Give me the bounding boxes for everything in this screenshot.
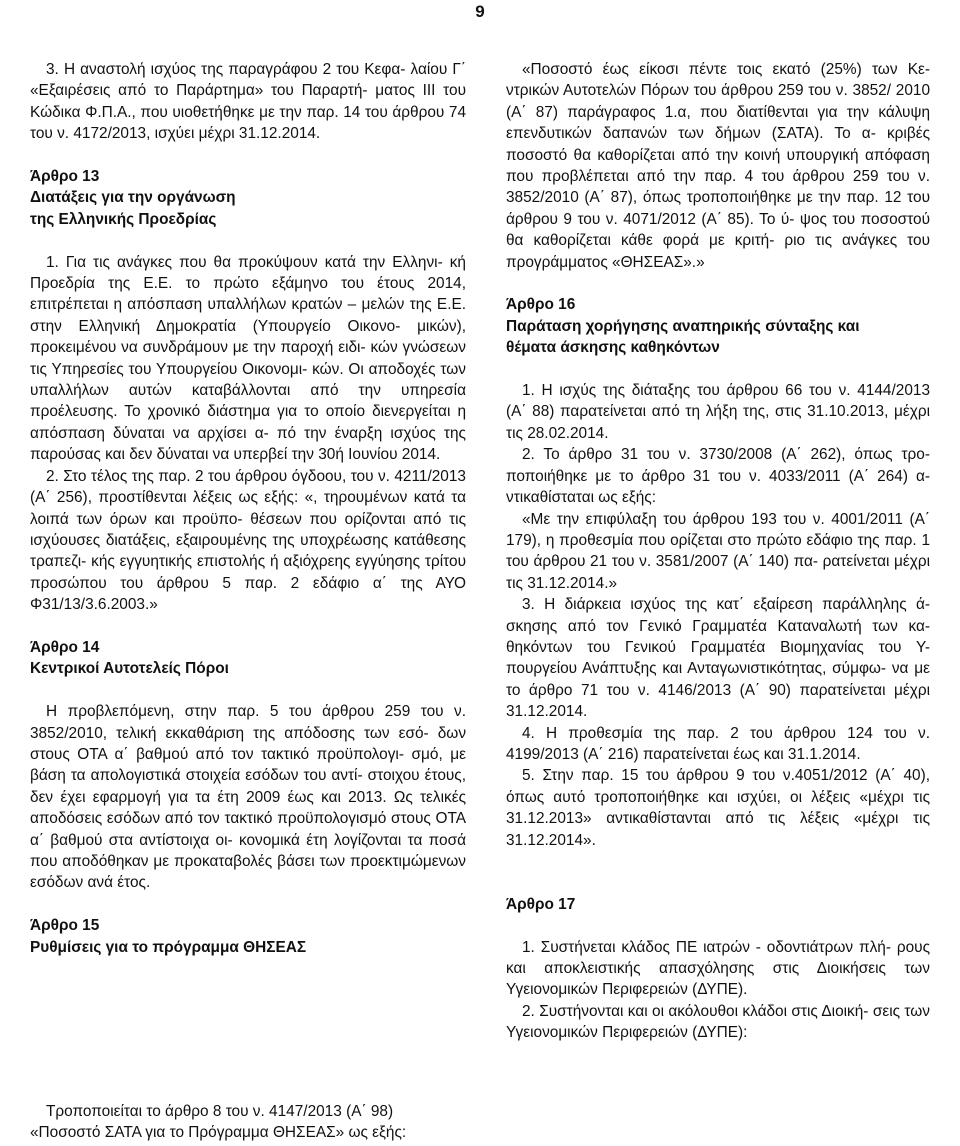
article-15-title: Άρθρο 15 <box>30 917 100 935</box>
article-16-paragraph-3: 3. Η διάρκεια ισχύος της κατ΄ εξαίρεση παράλληλης ά- σκησης από τον Γενικό Γραμματέα Καταναλωτή των κα- θηκόντων του Γενικού Γραμματέα Βιομηχανίας του Υ- πουργείου Ανάπτυξης και Ανταγωνιστικότητας, σύμφω- να με το άρθρο 71 του ν. 4146/2013 (Α΄ 90) παρατείνεται μέχρι 31.12.2014. <box>506 596 930 721</box>
article-16-paragraph-4: 4. Η προθεσμία της παρ. 2 του άρθρου 124 του ν. 4199/2013 (Α΄ 216) παρατείνεται έως και 31.1.2014. <box>506 724 931 763</box>
spacer <box>30 230 466 251</box>
article-16-paragraph-1: 1. Η ισχύς της διάταξης του άρθρου 66 του ν. 4144/2013 (Α΄ 88) παρατείνεται από τη λήξη της, στις 31.10.2013, μέχρι τις 28.02.2014. <box>506 382 931 442</box>
article-16-subtitle-2: θέματα άσκησης καθηκόντων <box>506 339 720 357</box>
article-14-title: Άρθρο 14 <box>30 638 100 656</box>
article-17-paragraph-2: 2. Συστήνονται και οι ακόλουθοι κλάδοι στις Διοική- σεις των Υγειονομικών Περιφερειών (ΔΥΠΕ): <box>506 1002 930 1042</box>
article-14-subtitle: Κεντρικοί Αυτοτελείς Πόροι <box>30 660 229 678</box>
article-13-paragraph-2: 2. Στο τέλος της παρ. 2 του άρθρου όγδοου, του ν. 4211/2013 (Α΄ 256), προστίθενται λέξεις ως εξής: «, τηρουμένων κατά τα λοιπά των όρων και προϋπο- θέσεων που ορίζονται από τις ισχύουσες διατάξεις, εξαιρουμένης της υποχρέωσης κατάθεσης τραπεζι- κής εγγυητικής επιστολής ή αξιόχρεης εγγύησης τρίτου προσώπου του άρθρου 5 παρ. 2 εδάφιο α΄ της ΑΥΟ Φ31/13/3.6.2003.» <box>30 467 467 614</box>
page-number: 9 <box>475 2 485 21</box>
article-16-subtitle-1: Παράταση χορήγησης αναπηρικής σύνταξης και <box>506 317 860 335</box>
article-17-title: Άρθρο 17 <box>506 895 576 913</box>
article-15-body <box>30 1101 930 1144</box>
article-14-paragraph: Η προβλεπόμενη, στην παρ. 5 του άρθρου 259 του ν. 3852/2010, τελική εκκαθάριση της απόδοσης των εσό- δων στους ΟΤΑ α΄ βαθμού από τον τακτικό προϋπολογι- σμό, με βάση τα απολογιστικά στοιχεία εσόδων του αντί- στοιχου έτους, δεν έχει εφαρμογή για τα έτη 2009 έως και 2013. Ως τελικές αποδόσεις εσόδων από τον τακτικό προϋπολογισμό στους ΟΤΑ α΄ βαθμού στα αντίστοιχα οι- κονομικά έτη λογίζονται τα ποσά που αποδόθηκαν με προκαταβολές βάσει των προεκτιμώμενων εσόδων ανά έτος. <box>30 703 467 892</box>
spacer <box>506 915 930 936</box>
article-17-paragraph-1: 1. Συστήνεται κλάδος ΠΕ ιατρών - οδοντιάτρων πλή- ρους και αποκλειστικής απασχόλησης στις Διοικήσεις των Υγειονομικών Περιφερειών (ΔΥΠΕ). <box>506 938 930 999</box>
spacer <box>506 872 930 893</box>
spacer <box>506 359 930 380</box>
spacer <box>30 145 466 166</box>
intro-paragraph: 3. Η αναστολή ισχύος της παραγράφου 2 του Κεφα- λαίου Γ΄ «Εξαιρέσεις από το Παράρτημα» του Παραρτή- ματος ΙΙΙ του Κώδικα Φ.Π.Α., που υιοθετήθηκε με την παρ. 14 του άρθρου 74 του ν. 4172/2013, ισχύει μέχρι 31.12.2014. <box>30 61 467 143</box>
spacer <box>30 680 466 701</box>
right-column <box>506 59 930 1044</box>
article-13-subtitle-2: της Ελληνικής Προεδρίας <box>30 210 217 228</box>
article-15-line-2: «Ποσοστό ΣΑΤΑ για το Πρόγραμμα ΘΗΣΕΑΣ» ως εξής: <box>30 1124 407 1142</box>
article-16-paragraph-2-quote: «Με την επιφύλαξη του άρθρου 193 του ν. 4001/2011 (Α΄ 179), η προθεσμία που ορίζεται στο πρώτο εδάφιο της παρ. 1 του άρθρου 21 του ν. 3581/2007 (Α΄ 140) πα- ρατείνεται μέχρι τις 31.12.2014.» <box>506 510 931 592</box>
article-13-title: Άρθρο 13 <box>30 168 100 186</box>
article-13-subtitle-1: Διατάξεις για την οργάνωση <box>30 189 236 207</box>
left-column <box>30 59 466 958</box>
article-15-line-1: Τροποποιείται το άρθρο 8 του ν. 4147/2013 (Α΄ 98) <box>46 1103 394 1120</box>
article-13-paragraph-1: 1. Για τις ανάγκες που θα προκύψουν κατά την Ελληνι- κή Προεδρία της Ε.Ε. το πρώτο εξάμηνο του έτους 2014, επιτρέπεται η απόσπαση υπαλλήλων κρατών – μελών της Ε.Ε. στην Ελληνική Δημοκρατία (Υπουργείο Οικονο- μικών), προκειμένου να συνδράμουν με την παροχή ειδι- κών γνώσεων τις Υπηρεσίες του Υπουργείου Οικονομι- κών. Οι αποδοχές των υπαλλήλων αυτών καταβάλλονται από την υπηρεσία προέλευσης. Το χρονικό διάστημα για το οποίο διενεργείται η απόσπαση δύναται να αρχίσει α- πό την έναρξη ισχύος της παρούσας και δεν δύναται να υπερβεί την 30ή Ιουνίου 2014. <box>30 253 467 464</box>
article-15-subtitle: Ρυθμίσεις για το πρόγραμμα ΘΗΣΕΑΣ <box>30 938 307 956</box>
spacer <box>506 273 930 294</box>
article-16-title: Άρθρο 16 <box>506 296 576 314</box>
spacer <box>506 851 930 872</box>
spacer <box>30 894 466 915</box>
article-16-paragraph-2: 2. Το άρθρο 31 του ν. 3730/2008 (Α΄ 262), όπως τρο- ποποιήθηκε με το άρθρο 31 του ν. 4033/2011 (Α΄ 264) α- ντικαθίσταται ως εξής: <box>506 446 930 507</box>
article-15-quoted-text: «Ποσοστό έως είκοσι πέντε τοις εκατό (25%) των Κε- ντρικών Αυτοτελών Πόρων του άρθρου 259 του ν. 3852/ 2010 (Α΄ 87) παράγραφος 1.α, που διατίθενται για την κάλυψη επενδυτικών δαπανών των δήμων (ΣΑΤΑ). Το α- κριβές ποσοστό θα καθορίζεται από την κοινή υπουργική απόφαση που προβλέπεται από την παρ. 4 του άρθρου 259 του ν. 3852/2010 (Α΄ 87), όπως τροποποιήθηκε με την παρ. 12 του άρθρου 9 του ν. 4071/2012 (Α΄ 85). Το ύ- ψος του ποσοστού θα καθορίζεται κάθε φορά με κριτή- ριο τις ανάγκες του προγράμματος «ΘΗΣΕΑΣ».» <box>506 61 931 271</box>
article-16-paragraph-5: 5. Στην παρ. 15 του άρθρου 9 του ν.4051/2012 (Α΄ 40), όπως αυτό τροποποιήθηκε και ισχύει, οι λέξεις «μέχρι τις 31.12.2013» αντικαθίστανται από τις λέξεις «μέχρι τις 31.12.2014». <box>506 767 930 849</box>
spacer <box>30 616 466 637</box>
